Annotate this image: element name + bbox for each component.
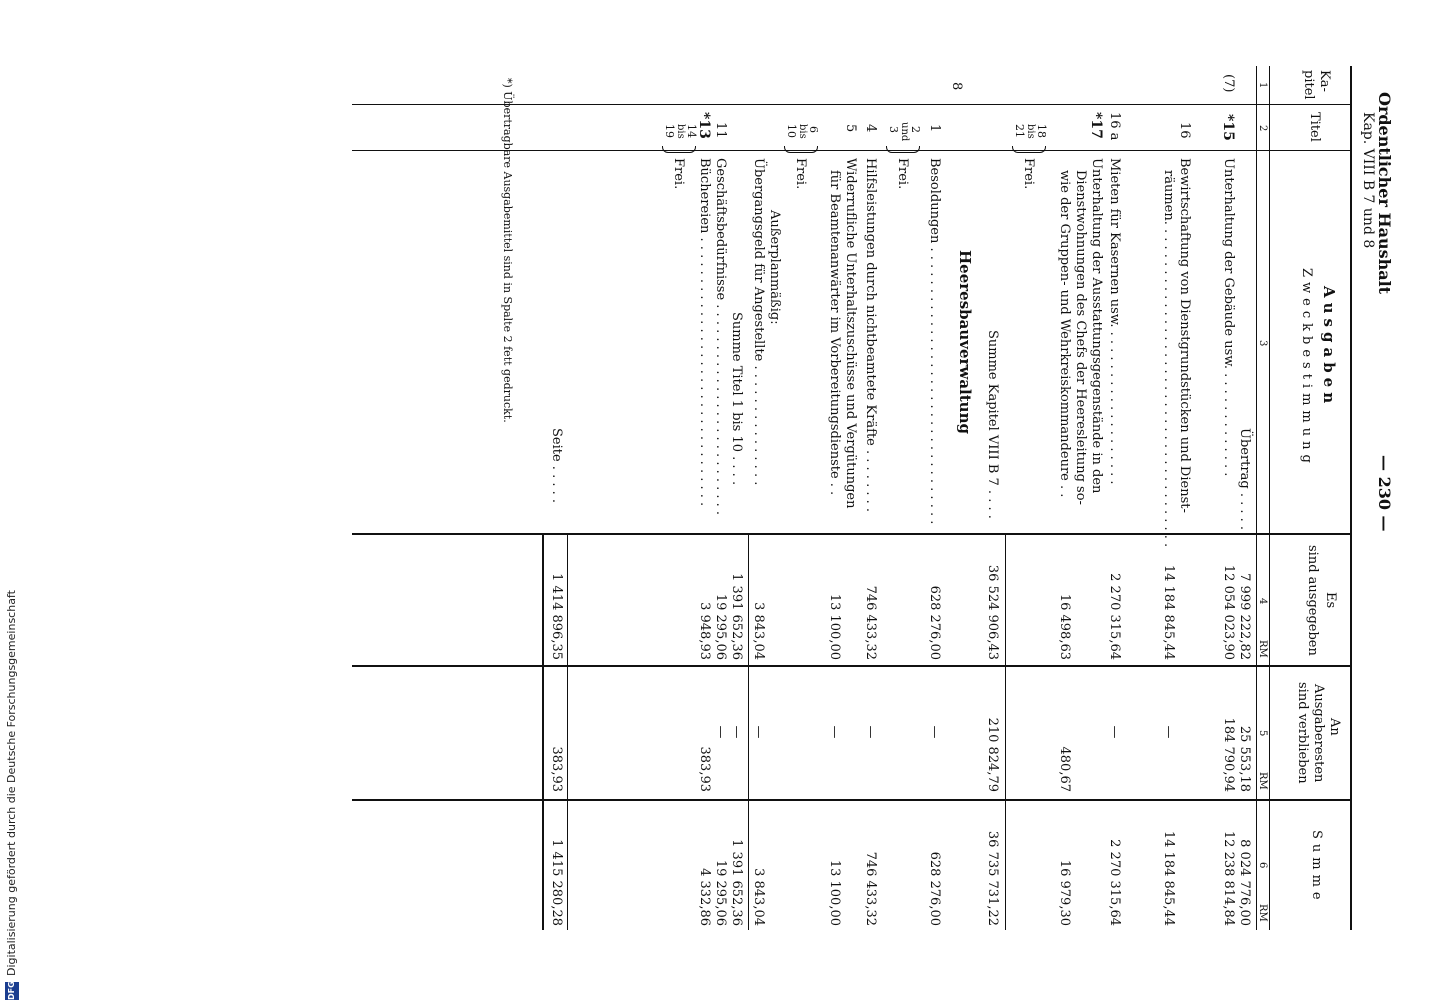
r6-brace [784, 146, 818, 153]
r18-titel-a: 18 [1035, 124, 1048, 138]
uebergang-remaining: — [751, 725, 766, 739]
r11-spent: 19 295,06 [713, 593, 728, 660]
r17-text-1: Unterhaltung der Ausstattungsgegenstände in den [1089, 158, 1104, 494]
kapitel-8: 8 [949, 82, 964, 91]
sum7-remaining: 210 824,79 [985, 717, 1000, 792]
seite-text: Seite . . . . . [549, 428, 564, 503]
r5-text-2: für Beamtenanwärter im Vorbereitungsdienste . . [827, 170, 842, 496]
r13-spent: 3 948,93 [697, 602, 712, 660]
r4-spent: 746 433,32 [863, 585, 878, 660]
r15-titel: *15 [1220, 114, 1236, 141]
r17-titel: *17 [1088, 112, 1104, 139]
seite-spent: 1 414 896,35 [549, 573, 564, 660]
r6-titel-b: bis [797, 124, 808, 139]
r15-remaining: 184 790,94 [1221, 717, 1236, 792]
r4-total: 746 433,32 [863, 851, 878, 926]
col5-number: 5 [1257, 730, 1268, 737]
col6-header: Summe [1309, 830, 1324, 905]
col1-header-2: pitel [1301, 70, 1316, 100]
uebertrag-spent: 7 999 222,82 [1237, 573, 1252, 660]
col5-header-2: Ausgaberesten [1311, 684, 1326, 783]
r6-titel-a: 6 [807, 126, 820, 133]
col5-unit: RM [1257, 772, 1268, 790]
sumt-rule [748, 533, 749, 930]
r2-titel-a: 2 [909, 126, 922, 133]
r15-total: 12 238 814,84 [1221, 830, 1236, 926]
r14-brace [662, 146, 696, 153]
r16-total: 14 184 845,44 [1161, 830, 1176, 926]
sum7-text: Summe Kapitel VIII B 7 . . . . [985, 330, 1000, 519]
r13-titel: *13 [696, 112, 712, 139]
col5-header: An [1327, 718, 1342, 736]
uebertrag-remaining: 25 553,18 [1237, 725, 1252, 792]
seite-rule [567, 533, 568, 930]
r18-text: Frei. [1021, 158, 1036, 190]
r1-remaining: — [927, 725, 942, 739]
seite-remaining: 383,93 [549, 746, 564, 792]
col3-divider [352, 533, 1352, 535]
col2-number: 2 [1257, 125, 1268, 132]
heeresbau-title: Heeresbauverwaltung [956, 250, 974, 434]
col4-number: 4 [1257, 598, 1268, 605]
col4-divider [352, 665, 1352, 667]
r13-remaining: 383,93 [697, 746, 712, 792]
r15-kapitel: (7) [1221, 74, 1236, 93]
sum7-spent: 36 524 906,43 [985, 564, 1000, 660]
r5-titel: 5 [843, 124, 858, 133]
dfg-logo: DFG [5, 982, 19, 1000]
sumt-text: Summe Titel 1 bis 10 . . . . [729, 312, 744, 486]
r15-spent: 12 054 023,90 [1221, 564, 1236, 660]
sumt-spent: 1 391 652,36 [729, 573, 744, 660]
r17-text-2: Dienstwohnungen des Chefs der Heeresleitung so- [1073, 170, 1088, 505]
r1-text: Besoldungen . . . . . . . . . . . . . . . . . . . . . . . . . . . . . . . . . . [927, 158, 942, 525]
r5-spent: 13 100,00 [827, 593, 842, 660]
r16a-titel: 16 a [1107, 112, 1122, 141]
r6-titel-c: 10 [785, 124, 798, 138]
r18-titel-c: 21 [1013, 124, 1026, 138]
document-title: Ordentlicher Haushalt [1375, 92, 1394, 295]
r13-text: Büchereien . . . . . . . . . . . . . . . . . . . . . . . . . . . . . . . . . [697, 158, 712, 507]
r1-titel: 1 [927, 124, 942, 133]
col3-header: Ausgaben [1320, 286, 1338, 409]
r16-spent: 14 184 845,44 [1161, 564, 1176, 660]
r16a-total: 2 270 315,64 [1107, 839, 1122, 926]
r16a-text: Mieten für Kasernen usw. . . . . . . . . . . . . . . . . . . . [1107, 158, 1122, 485]
r11-total: 19 295,06 [713, 859, 728, 926]
r16-titel: 16 [1177, 122, 1192, 139]
r16-text-1: Bewirtschaftung von Dienstgrundstücken und Dienst- [1177, 158, 1192, 513]
r4-text: Hilfsleistungen durch nichtbeamtete Kräfte . . . . . . . . [863, 158, 878, 512]
sum7-rule [1005, 533, 1006, 930]
r18-brace [1012, 146, 1046, 153]
r14-titel-c: 19 [663, 124, 676, 138]
r16a-spent: 2 270 315,64 [1107, 573, 1122, 660]
r16-text-2: räumen. . . . . . . . . . . . . . . . . . . . . . . . . . . . . . . . . . . . . . . . [1161, 170, 1176, 548]
sumt-remaining: — [729, 725, 744, 739]
col1-number: 1 [1257, 82, 1268, 89]
seite-total: 1 415 280,28 [549, 839, 564, 926]
seite-bottom-rule [542, 533, 544, 930]
uebergang-spent: 3 843,04 [751, 602, 766, 660]
uebertrag-total: 8 024 776,00 [1237, 839, 1252, 926]
funding-note: Digitalisierung gefördert durch die Deutsche Forschungsgemeinschaft [5, 590, 18, 976]
r5-text-1: Widerrufliche Unterhaltszuschüsse und Vergütungen [843, 158, 858, 509]
uebergang-total: 3 843,04 [751, 868, 766, 926]
col2-header: Titel [1307, 112, 1322, 142]
r2-text: Frei. [895, 158, 910, 190]
r17-spent: 16 498,63 [1057, 593, 1072, 660]
col4-header: Es [1323, 592, 1338, 609]
r2-brace [886, 146, 920, 153]
r6-text: Frei. [793, 158, 808, 190]
r16a-remaining: — [1107, 725, 1122, 739]
r2-titel-b: und [899, 122, 910, 142]
col4-unit: RM [1257, 640, 1268, 658]
r14-text: Frei. [671, 158, 686, 190]
col5-header-3: sind verblieben [1295, 682, 1310, 784]
r17-total: 16 979,30 [1057, 859, 1072, 926]
r4-titel: 4 [863, 124, 878, 133]
sum7-total: 36 735 731,22 [985, 830, 1000, 926]
col6-unit: RM [1257, 904, 1268, 922]
r16-remaining: — [1161, 725, 1176, 739]
uebertrag-label: Übertrag . . . . . [1237, 428, 1252, 531]
r17-remaining: 480,67 [1057, 746, 1072, 792]
col3-number: 3 [1257, 340, 1268, 347]
r15-text: Unterhaltung der Gebäude usw. . . . . . . . . . . . . . [1221, 158, 1236, 477]
r13-total: 4 332,86 [697, 868, 712, 926]
r4-remaining: — [863, 725, 878, 739]
r11-remaining: — [713, 725, 728, 739]
uebergang-text: Übergangsgeld für Angestellte . . . . . . . . . . . . . . . [751, 158, 766, 486]
col3-subheader: Zweckbestimmung [1299, 268, 1314, 468]
col5-divider [352, 799, 1352, 801]
r5-remaining: — [827, 725, 842, 739]
r1-total: 628 276,00 [927, 851, 942, 926]
sumt-total: 1 391 652,36 [729, 839, 744, 926]
col1-header: Ka- [1317, 70, 1332, 92]
footnote: *) Übertragbare Ausgabemittel sind in Spalte 2 fett gedruckt. [501, 78, 514, 423]
r2-titel-c: 3 [887, 126, 900, 133]
r11-text: Geschäftsbedürfnisse . . . . . . . . . . . . . . . . . . . . . . . . . . [713, 158, 728, 516]
r5-total: 13 100,00 [827, 859, 842, 926]
r11-titel: 11 [713, 122, 728, 139]
r14-titel-b: bis [675, 124, 686, 139]
r18-titel-b: bis [1025, 124, 1036, 139]
ausserplanmaessig-title: Außerplanmäßig: [767, 210, 782, 325]
document-subtitle: Kap. VIII B 7 und 8 [1360, 112, 1376, 249]
col6-number: 6 [1257, 862, 1268, 869]
r14-titel-a: 14 [685, 124, 698, 138]
r1-spent: 628 276,00 [927, 585, 942, 660]
col4-header-2: sind ausgegeben [1305, 545, 1320, 656]
page-number: — 230 — [1375, 455, 1394, 532]
r17-text-3: wie der Gruppen- und Wehrkreiskommandeure . . [1057, 170, 1072, 498]
